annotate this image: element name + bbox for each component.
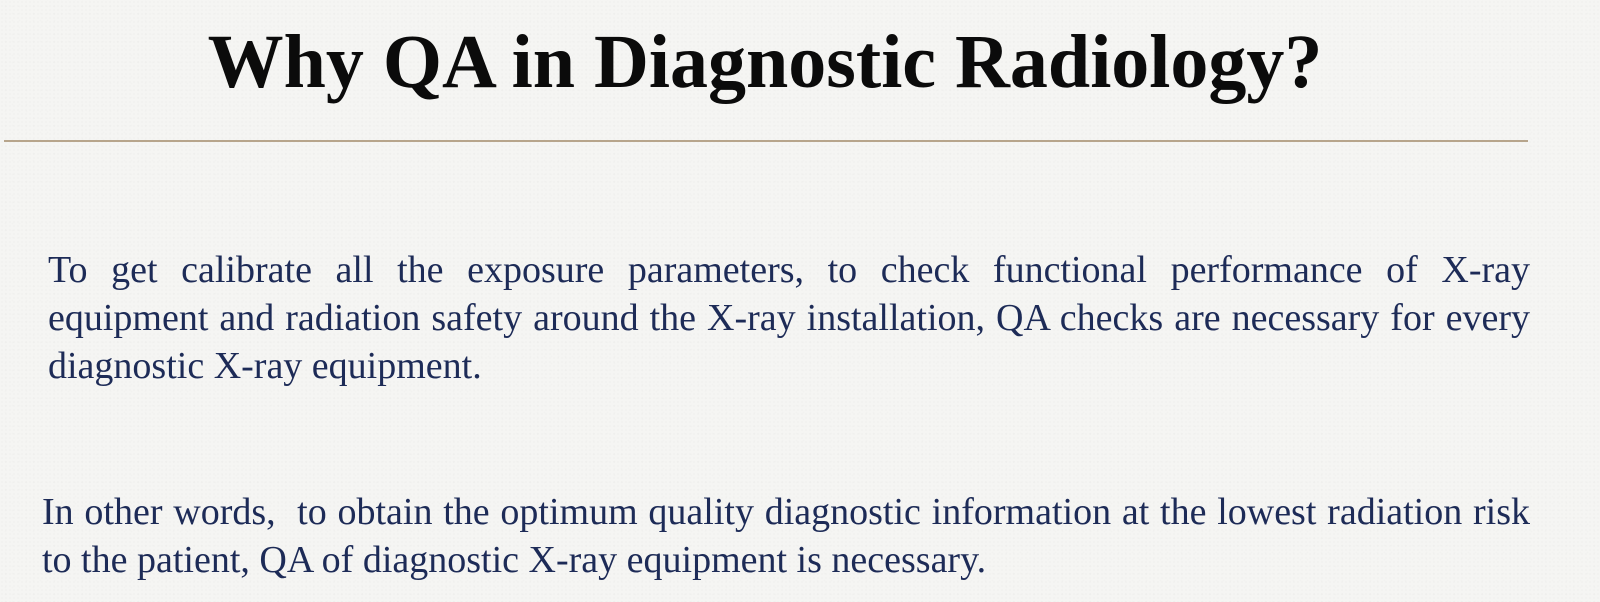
body-paragraph-1: To get calibrate all the exposure parameters, to check functional performance of X-ray equipment and radiation safety around the X-ray installation, QA checks are necessary for every diagnostic X-ray equipment.	[48, 249, 1540, 387]
title-divider	[4, 140, 1528, 142]
body-paragraph-2: In other words, to obtain the optimum quality diagnostic information at the lowest radiation risk to the patient, QA of diagnostic X-ray equipment is necessary.	[42, 491, 1540, 581]
slide-title: Why QA in Diagnostic Radiology?	[207, 20, 1323, 104]
